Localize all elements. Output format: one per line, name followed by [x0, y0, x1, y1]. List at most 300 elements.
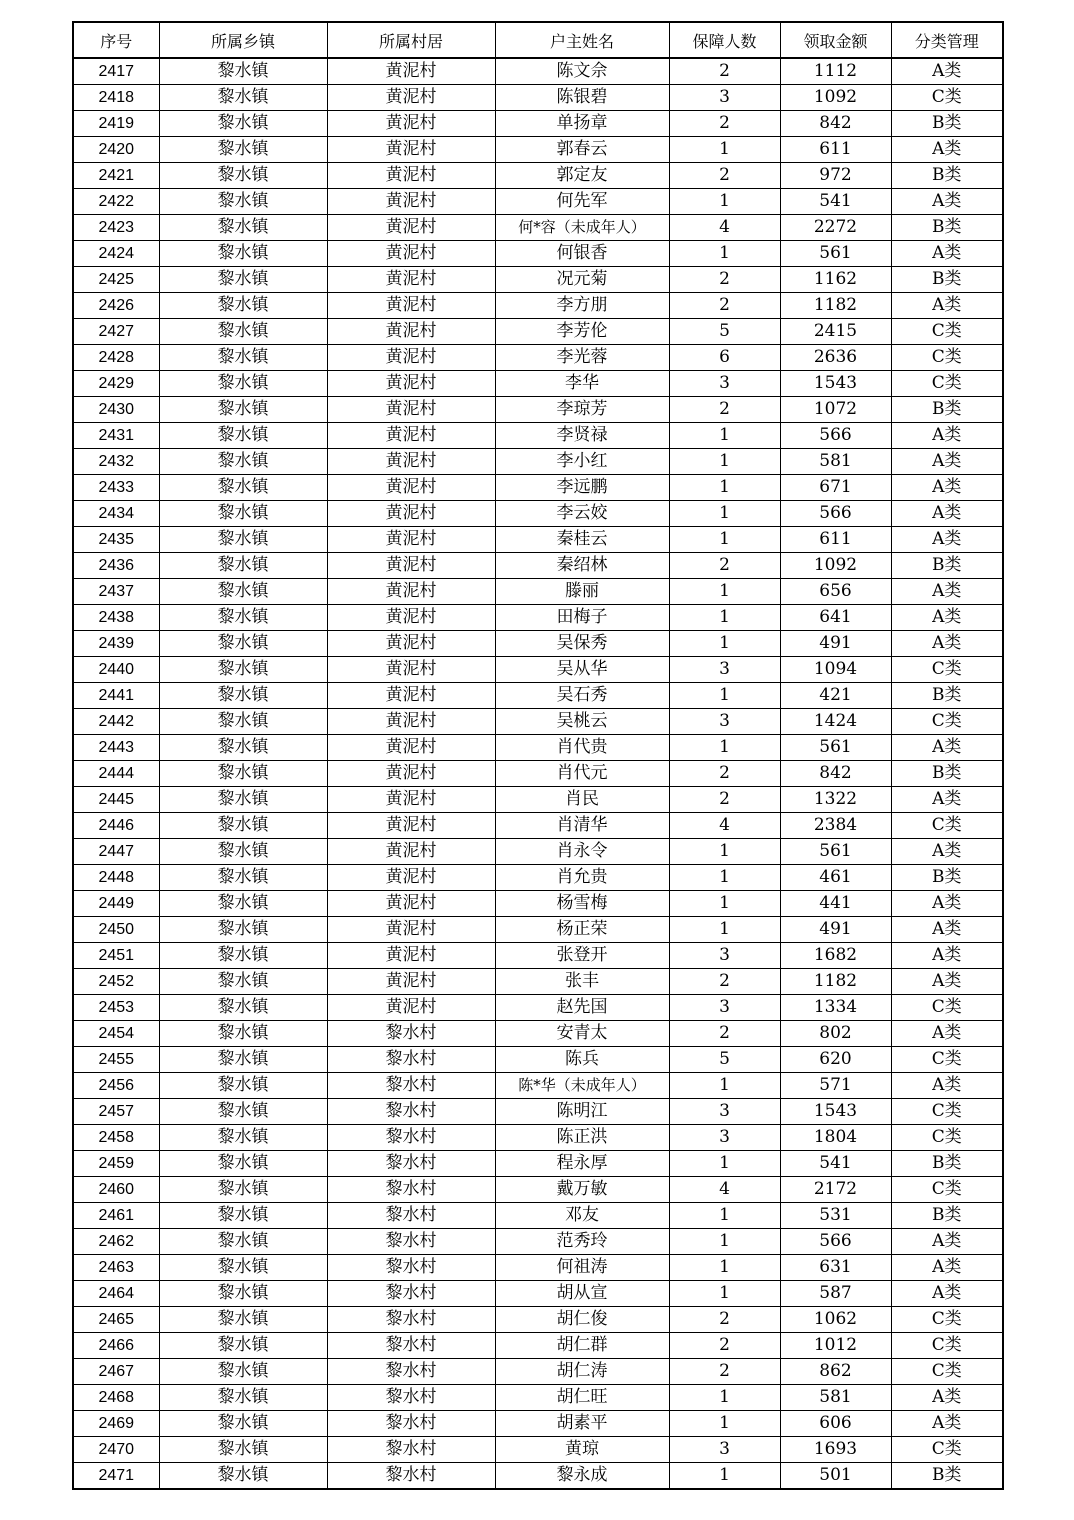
serial-cell: 2431	[73, 423, 159, 449]
amount-cell: 1162	[780, 267, 891, 293]
persons-cell: 6	[669, 345, 780, 371]
amount-cell: 620	[780, 1047, 891, 1073]
amount-cell: 842	[780, 111, 891, 137]
persons-cell: 4	[669, 813, 780, 839]
category-cell: A类	[891, 1411, 1003, 1437]
village-cell: 黄泥村	[327, 891, 495, 917]
category-cell: A类	[891, 1255, 1003, 1281]
township-cell: 黎水镇	[159, 345, 327, 371]
table-row	[73, 189, 1003, 215]
amount-cell: 842	[780, 761, 891, 787]
table-row	[73, 657, 1003, 683]
village-cell: 黄泥村	[327, 293, 495, 319]
householder-cell: 何祖涛	[495, 1255, 669, 1281]
householder-cell: 邓友	[495, 1203, 669, 1229]
persons-cell: 3	[669, 1125, 780, 1151]
village-cell: 黎水村	[327, 1151, 495, 1177]
serial-cell: 2463	[73, 1255, 159, 1281]
township-cell: 黎水镇	[159, 1281, 327, 1307]
table-row	[73, 449, 1003, 475]
amount-cell: 581	[780, 1385, 891, 1411]
amount-cell: 1424	[780, 709, 891, 735]
table-row	[73, 995, 1003, 1021]
category-cell: C类	[891, 709, 1003, 735]
householder-cell: 张登开	[495, 943, 669, 969]
persons-cell: 3	[669, 1437, 780, 1463]
persons-cell: 1	[669, 1151, 780, 1177]
table-row	[73, 1151, 1003, 1177]
serial-cell: 2465	[73, 1307, 159, 1333]
amount-cell: 461	[780, 865, 891, 891]
serial-cell: 2419	[73, 111, 159, 137]
persons-cell: 2	[669, 553, 780, 579]
table-row	[73, 85, 1003, 111]
village-cell: 黄泥村	[327, 787, 495, 813]
category-cell: A类	[891, 579, 1003, 605]
amount-cell: 611	[780, 527, 891, 553]
amount-cell: 1804	[780, 1125, 891, 1151]
township-cell: 黎水镇	[159, 761, 327, 787]
township-cell: 黎水镇	[159, 85, 327, 111]
amount-cell: 1092	[780, 85, 891, 111]
amount-cell: 2415	[780, 319, 891, 345]
householder-cell: 黎永成	[495, 1463, 669, 1490]
persons-cell: 2	[669, 111, 780, 137]
persons-cell: 1	[669, 605, 780, 631]
village-cell: 黄泥村	[327, 423, 495, 449]
village-cell: 黄泥村	[327, 58, 495, 85]
householder-cell: 李远鹏	[495, 475, 669, 501]
category-cell: A类	[891, 1229, 1003, 1255]
amount-cell: 587	[780, 1281, 891, 1307]
householder-cell: 赵先国	[495, 995, 669, 1021]
amount-cell: 1543	[780, 1099, 891, 1125]
householder-cell: 张丰	[495, 969, 669, 995]
serial-cell: 2457	[73, 1099, 159, 1125]
serial-cell: 2445	[73, 787, 159, 813]
township-cell: 黎水镇	[159, 1125, 327, 1151]
village-cell: 黄泥村	[327, 163, 495, 189]
township-cell: 黎水镇	[159, 1333, 327, 1359]
village-cell: 黎水村	[327, 1125, 495, 1151]
serial-cell: 2452	[73, 969, 159, 995]
householder-cell: 吴桃云	[495, 709, 669, 735]
amount-cell: 566	[780, 423, 891, 449]
householder-cell: 况元菊	[495, 267, 669, 293]
amount-cell: 1322	[780, 787, 891, 813]
village-cell: 黄泥村	[327, 995, 495, 1021]
persons-cell: 2	[669, 1307, 780, 1333]
amount-cell: 631	[780, 1255, 891, 1281]
category-cell: A类	[891, 527, 1003, 553]
township-cell: 黎水镇	[159, 1099, 327, 1125]
category-cell: C类	[891, 1047, 1003, 1073]
amount-cell: 561	[780, 839, 891, 865]
township-cell: 黎水镇	[159, 865, 327, 891]
persons-cell: 1	[669, 1203, 780, 1229]
category-cell: B类	[891, 215, 1003, 241]
persons-cell: 2	[669, 969, 780, 995]
householder-cell: 陈明江	[495, 1099, 669, 1125]
category-cell: B类	[891, 683, 1003, 709]
householder-cell: 程永厚	[495, 1151, 669, 1177]
amount-cell: 671	[780, 475, 891, 501]
amount-cell: 491	[780, 917, 891, 943]
township-cell: 黎水镇	[159, 553, 327, 579]
serial-cell: 2446	[73, 813, 159, 839]
serial-cell: 2460	[73, 1177, 159, 1203]
householder-cell: 李方朋	[495, 293, 669, 319]
village-cell: 黎水村	[327, 1463, 495, 1490]
persons-cell: 5	[669, 319, 780, 345]
table-row	[73, 397, 1003, 423]
serial-cell: 2451	[73, 943, 159, 969]
persons-cell: 3	[669, 709, 780, 735]
township-cell: 黎水镇	[159, 839, 327, 865]
table-row	[73, 683, 1003, 709]
householder-cell: 单扬章	[495, 111, 669, 137]
category-cell: B类	[891, 1151, 1003, 1177]
amount-cell: 1062	[780, 1307, 891, 1333]
amount-cell: 421	[780, 683, 891, 709]
persons-cell: 1	[669, 137, 780, 163]
serial-cell: 2441	[73, 683, 159, 709]
persons-cell: 2	[669, 163, 780, 189]
persons-cell: 1	[669, 1073, 780, 1099]
serial-cell: 2471	[73, 1463, 159, 1490]
table-row	[73, 475, 1003, 501]
category-cell: A类	[891, 1021, 1003, 1047]
header-township: 所属乡镇	[159, 22, 327, 58]
serial-cell: 2424	[73, 241, 159, 267]
householder-cell: 田梅子	[495, 605, 669, 631]
village-cell: 黄泥村	[327, 657, 495, 683]
serial-cell: 2429	[73, 371, 159, 397]
village-cell: 黄泥村	[327, 709, 495, 735]
table-row	[73, 579, 1003, 605]
village-cell: 黄泥村	[327, 111, 495, 137]
table-row	[73, 839, 1003, 865]
category-cell: C类	[891, 1359, 1003, 1385]
category-cell: A类	[891, 839, 1003, 865]
category-cell: A类	[891, 735, 1003, 761]
table-row	[73, 267, 1003, 293]
amount-cell: 561	[780, 735, 891, 761]
category-cell: A类	[891, 501, 1003, 527]
persons-cell: 3	[669, 371, 780, 397]
table-row	[73, 735, 1003, 761]
table-row	[73, 58, 1003, 85]
category-cell: C类	[891, 345, 1003, 371]
serial-cell: 2435	[73, 527, 159, 553]
amount-cell: 1094	[780, 657, 891, 683]
data-table	[72, 21, 1004, 1490]
village-cell: 黄泥村	[327, 501, 495, 527]
householder-cell: 肖允贵	[495, 865, 669, 891]
category-cell: C类	[891, 1307, 1003, 1333]
category-cell: C类	[891, 1437, 1003, 1463]
amount-cell: 1682	[780, 943, 891, 969]
township-cell: 黎水镇	[159, 527, 327, 553]
serial-cell: 2448	[73, 865, 159, 891]
village-cell: 黄泥村	[327, 813, 495, 839]
amount-cell: 1012	[780, 1333, 891, 1359]
amount-cell: 606	[780, 1411, 891, 1437]
amount-cell: 1693	[780, 1437, 891, 1463]
amount-cell: 1112	[780, 58, 891, 85]
village-cell: 黄泥村	[327, 371, 495, 397]
township-cell: 黎水镇	[159, 735, 327, 761]
township-cell: 黎水镇	[159, 1307, 327, 1333]
householder-cell: 李光蓉	[495, 345, 669, 371]
householder-cell: 肖清华	[495, 813, 669, 839]
persons-cell: 2	[669, 1359, 780, 1385]
persons-cell: 1	[669, 891, 780, 917]
householder-cell: 李小红	[495, 449, 669, 475]
serial-cell: 2421	[73, 163, 159, 189]
township-cell: 黎水镇	[159, 1229, 327, 1255]
category-cell: A类	[891, 475, 1003, 501]
category-cell: A类	[891, 189, 1003, 215]
village-cell: 黄泥村	[327, 605, 495, 631]
category-cell: A类	[891, 891, 1003, 917]
category-cell: A类	[891, 293, 1003, 319]
serial-cell: 2418	[73, 85, 159, 111]
township-cell: 黎水镇	[159, 319, 327, 345]
village-cell: 黎水村	[327, 1047, 495, 1073]
table-row	[73, 423, 1003, 449]
persons-cell: 1	[669, 1255, 780, 1281]
serial-cell: 2443	[73, 735, 159, 761]
persons-cell: 1	[669, 683, 780, 709]
householder-cell: 陈正洪	[495, 1125, 669, 1151]
persons-cell: 1	[669, 527, 780, 553]
township-cell: 黎水镇	[159, 1047, 327, 1073]
persons-cell: 1	[669, 1385, 780, 1411]
table-row	[73, 1177, 1003, 1203]
township-cell: 黎水镇	[159, 657, 327, 683]
table-row	[73, 553, 1003, 579]
householder-cell: 杨正荣	[495, 917, 669, 943]
persons-cell: 1	[669, 1463, 780, 1490]
township-cell: 黎水镇	[159, 1463, 327, 1490]
serial-cell: 2447	[73, 839, 159, 865]
table-row	[73, 345, 1003, 371]
householder-cell: 李华	[495, 371, 669, 397]
table-row	[73, 1281, 1003, 1307]
village-cell: 黄泥村	[327, 631, 495, 657]
serial-cell: 2438	[73, 605, 159, 631]
persons-cell: 2	[669, 293, 780, 319]
table-row	[73, 527, 1003, 553]
persons-cell: 1	[669, 1229, 780, 1255]
persons-cell: 3	[669, 1099, 780, 1125]
persons-cell: 2	[669, 787, 780, 813]
amount-cell: 1182	[780, 293, 891, 319]
village-cell: 黎水村	[327, 1437, 495, 1463]
amount-cell: 541	[780, 189, 891, 215]
amount-cell: 566	[780, 501, 891, 527]
table-row	[73, 1099, 1003, 1125]
householder-cell: 杨雪梅	[495, 891, 669, 917]
township-cell: 黎水镇	[159, 423, 327, 449]
table-row	[73, 1385, 1003, 1411]
householder-cell: 胡仁旺	[495, 1385, 669, 1411]
serial-cell: 2430	[73, 397, 159, 423]
householder-cell: 肖民	[495, 787, 669, 813]
category-cell: C类	[891, 371, 1003, 397]
village-cell: 黄泥村	[327, 865, 495, 891]
serial-cell: 2433	[73, 475, 159, 501]
village-cell: 黄泥村	[327, 215, 495, 241]
amount-cell: 501	[780, 1463, 891, 1490]
village-cell: 黎水村	[327, 1255, 495, 1281]
category-cell: B类	[891, 1463, 1003, 1490]
householder-cell: 郭春云	[495, 137, 669, 163]
persons-cell: 1	[669, 631, 780, 657]
table-row	[73, 709, 1003, 735]
category-cell: C类	[891, 995, 1003, 1021]
serial-cell: 2420	[73, 137, 159, 163]
category-cell: A类	[891, 423, 1003, 449]
householder-cell: 何*容（未成年人）	[495, 215, 669, 241]
householder-cell: 安青太	[495, 1021, 669, 1047]
persons-cell: 4	[669, 1177, 780, 1203]
table-row	[73, 163, 1003, 189]
serial-cell: 2466	[73, 1333, 159, 1359]
serial-cell: 2442	[73, 709, 159, 735]
village-cell: 黄泥村	[327, 267, 495, 293]
householder-cell: 郭定友	[495, 163, 669, 189]
serial-cell: 2437	[73, 579, 159, 605]
persons-cell: 2	[669, 1333, 780, 1359]
township-cell: 黎水镇	[159, 1255, 327, 1281]
amount-cell: 541	[780, 1151, 891, 1177]
township-cell: 黎水镇	[159, 449, 327, 475]
amount-cell: 491	[780, 631, 891, 657]
amount-cell: 1543	[780, 371, 891, 397]
householder-cell: 胡素平	[495, 1411, 669, 1437]
persons-cell: 5	[669, 1047, 780, 1073]
table-row	[73, 371, 1003, 397]
persons-cell: 1	[669, 241, 780, 267]
amount-cell: 641	[780, 605, 891, 631]
table-row	[73, 1073, 1003, 1099]
township-cell: 黎水镇	[159, 241, 327, 267]
village-cell: 黄泥村	[327, 579, 495, 605]
category-cell: A类	[891, 1073, 1003, 1099]
village-cell: 黎水村	[327, 1229, 495, 1255]
header-amount: 领取金额	[780, 22, 891, 58]
village-cell: 黄泥村	[327, 475, 495, 501]
householder-cell: 李云姣	[495, 501, 669, 527]
householder-cell: 秦绍林	[495, 553, 669, 579]
serial-cell: 2470	[73, 1437, 159, 1463]
table-row	[73, 1307, 1003, 1333]
category-cell: B类	[891, 865, 1003, 891]
serial-cell: 2450	[73, 917, 159, 943]
householder-cell: 胡从宣	[495, 1281, 669, 1307]
persons-cell: 3	[669, 943, 780, 969]
township-cell: 黎水镇	[159, 1151, 327, 1177]
village-cell: 黄泥村	[327, 969, 495, 995]
householder-cell: 肖代贵	[495, 735, 669, 761]
header-village: 所属村居	[327, 22, 495, 58]
amount-cell: 2636	[780, 345, 891, 371]
township-cell: 黎水镇	[159, 1203, 327, 1229]
category-cell: A类	[891, 787, 1003, 813]
category-cell: C类	[891, 1125, 1003, 1151]
township-cell: 黎水镇	[159, 995, 327, 1021]
township-cell: 黎水镇	[159, 189, 327, 215]
village-cell: 黎水村	[327, 1099, 495, 1125]
township-cell: 黎水镇	[159, 605, 327, 631]
village-cell: 黄泥村	[327, 943, 495, 969]
persons-cell: 1	[669, 1281, 780, 1307]
table-row	[73, 1229, 1003, 1255]
serial-cell: 2434	[73, 501, 159, 527]
householder-cell: 滕丽	[495, 579, 669, 605]
persons-cell: 3	[669, 995, 780, 1021]
persons-cell: 1	[669, 839, 780, 865]
serial-cell: 2469	[73, 1411, 159, 1437]
category-cell: C类	[891, 85, 1003, 111]
amount-cell: 1072	[780, 397, 891, 423]
serial-cell: 2458	[73, 1125, 159, 1151]
serial-cell: 2453	[73, 995, 159, 1021]
table-row	[73, 137, 1003, 163]
table-row	[73, 1021, 1003, 1047]
amount-cell: 531	[780, 1203, 891, 1229]
township-cell: 黎水镇	[159, 397, 327, 423]
persons-cell: 2	[669, 267, 780, 293]
householder-cell: 戴万敏	[495, 1177, 669, 1203]
village-cell: 黎水村	[327, 1333, 495, 1359]
serial-cell: 2440	[73, 657, 159, 683]
header-category: 分类管理	[891, 22, 1003, 58]
amount-cell: 611	[780, 137, 891, 163]
village-cell: 黄泥村	[327, 241, 495, 267]
township-cell: 黎水镇	[159, 917, 327, 943]
township-cell: 黎水镇	[159, 58, 327, 85]
serial-cell: 2425	[73, 267, 159, 293]
persons-cell: 1	[669, 735, 780, 761]
householder-cell: 范秀玲	[495, 1229, 669, 1255]
township-cell: 黎水镇	[159, 1021, 327, 1047]
serial-cell: 2449	[73, 891, 159, 917]
township-cell: 黎水镇	[159, 709, 327, 735]
amount-cell: 972	[780, 163, 891, 189]
township-cell: 黎水镇	[159, 1385, 327, 1411]
village-cell: 黄泥村	[327, 527, 495, 553]
category-cell: B类	[891, 111, 1003, 137]
township-cell: 黎水镇	[159, 111, 327, 137]
table-row	[73, 501, 1003, 527]
householder-cell: 吴石秀	[495, 683, 669, 709]
village-cell: 黎水村	[327, 1281, 495, 1307]
table-row	[73, 865, 1003, 891]
persons-cell: 1	[669, 917, 780, 943]
table-row	[73, 1411, 1003, 1437]
amount-cell: 581	[780, 449, 891, 475]
table-row	[73, 1359, 1003, 1385]
serial-cell: 2444	[73, 761, 159, 787]
serial-cell: 2456	[73, 1073, 159, 1099]
serial-cell: 2454	[73, 1021, 159, 1047]
householder-cell: 陈文佘	[495, 58, 669, 85]
serial-cell: 2464	[73, 1281, 159, 1307]
table-row	[73, 943, 1003, 969]
